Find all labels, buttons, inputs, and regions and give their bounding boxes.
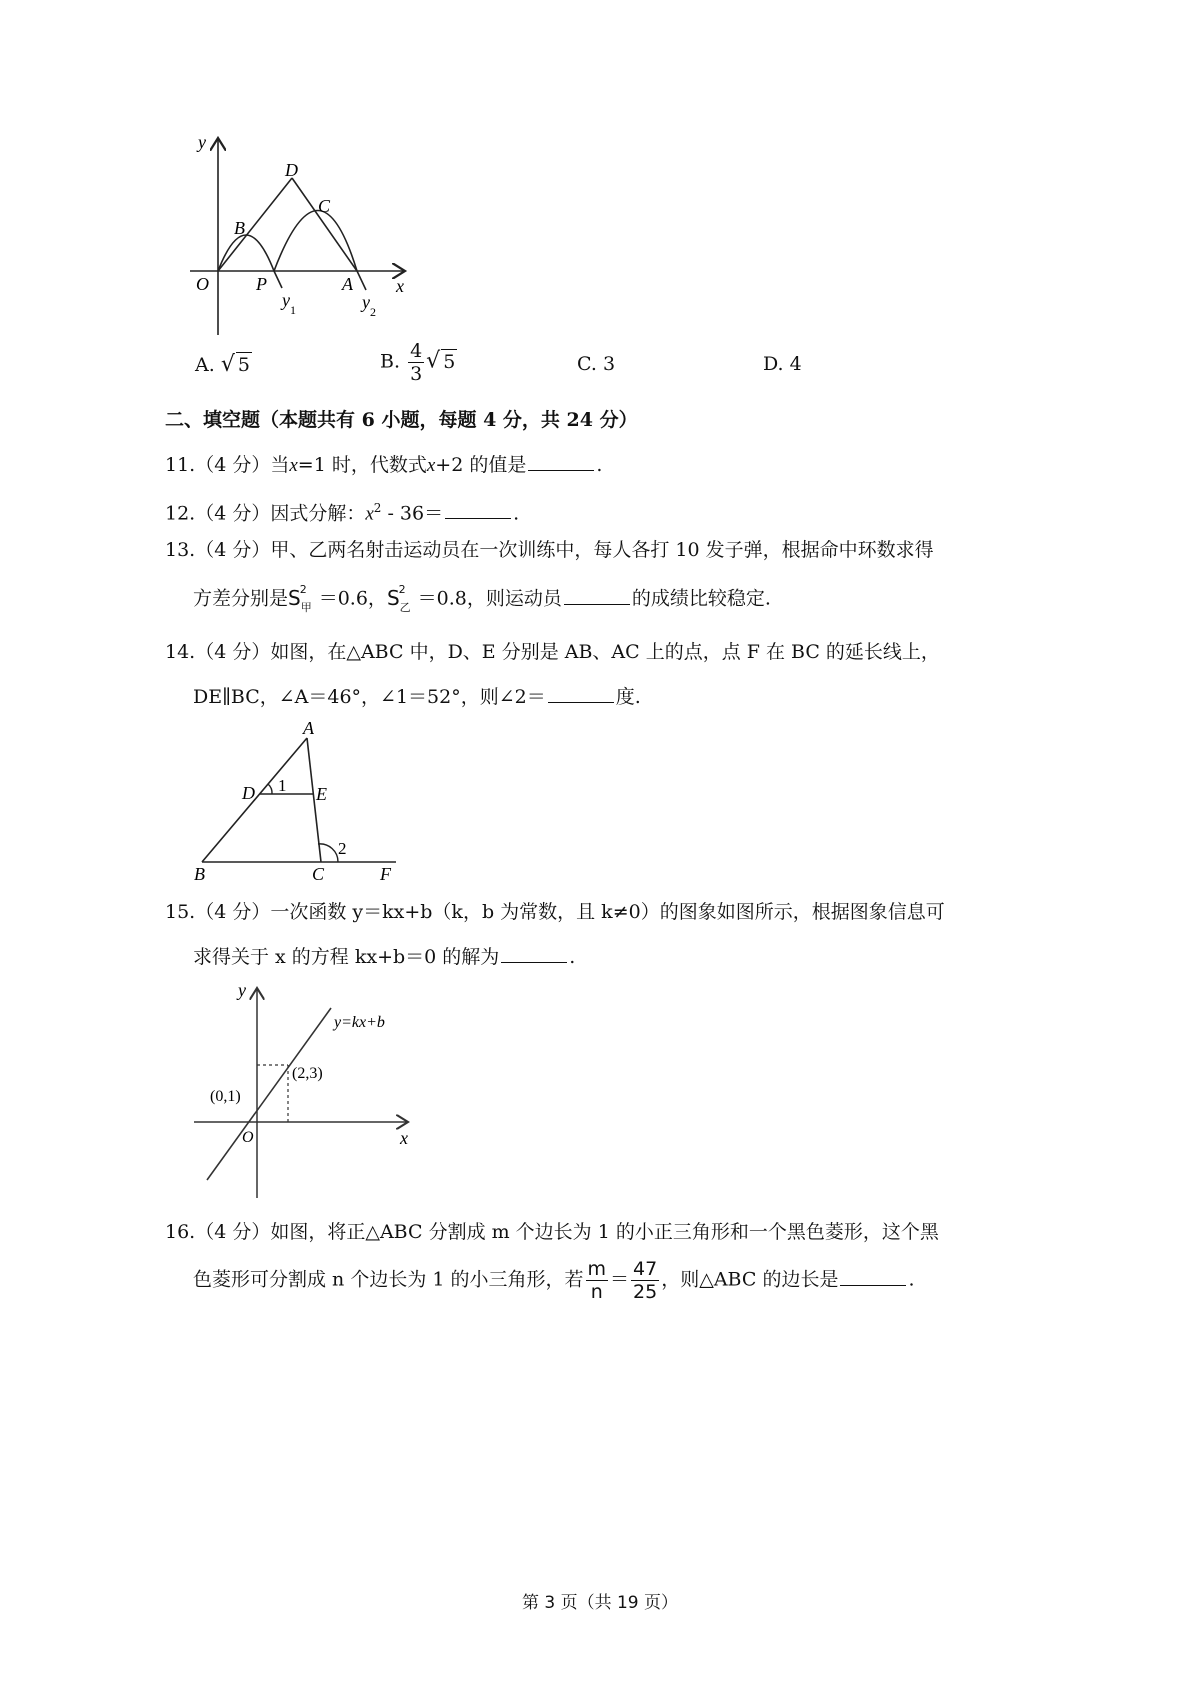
question-16-line1: 16.（4 分）如图，将正△ABC 分割成 m 个边长为 1 的小正三角形和一个黑色菱形，这个黑 bbox=[165, 1221, 939, 1243]
answer-blank[interactable] bbox=[548, 684, 614, 703]
label-y: y bbox=[198, 132, 206, 152]
fraction-47-25: $\frac{47}{25}$ bbox=[633, 1258, 658, 1303]
option-c: C. 3 bbox=[577, 353, 616, 375]
label-D: D bbox=[242, 783, 255, 803]
line-DA bbox=[292, 178, 357, 271]
answer-blank[interactable] bbox=[501, 944, 567, 963]
angle-1-arc bbox=[268, 784, 272, 794]
question-12: 12.（4 分）因式分解：$x^2 - 36=$ . bbox=[165, 501, 520, 525]
variance-s-jia: $S_甲^2$ bbox=[288, 583, 312, 614]
answer-blank[interactable] bbox=[564, 586, 630, 605]
figure-q15-linear-function bbox=[190, 980, 420, 1200]
figure-q10-parabolas bbox=[190, 130, 420, 345]
question-14-line1: 14.（4 分）如图，在△ABC 中，D、E 分别是 AB、AC 上的点，点 F 在 BC 的延长线上， bbox=[165, 641, 940, 663]
parabola-y1 bbox=[218, 235, 282, 288]
option-b: B. $\frac{4}{3}$ √ 5 bbox=[380, 340, 456, 385]
label-B: B bbox=[234, 218, 245, 238]
label-x: x bbox=[400, 1128, 408, 1148]
label-point-0-1: (0,1) bbox=[210, 1088, 241, 1105]
fraction-4-3: $\frac{4}{3}$ bbox=[410, 340, 423, 385]
variance-s-yi: $S_乙^2$ bbox=[386, 583, 411, 614]
label-A: A bbox=[342, 274, 353, 294]
label-x: x bbox=[396, 276, 404, 296]
question-13-line1: 13.（4 分）甲、乙两名射击运动员在一次训练中，每人各打 10 发子弹，根据命中环数求得 bbox=[165, 539, 934, 561]
fraction-m-n: $\frac{m}{n}$ bbox=[587, 1258, 607, 1303]
question-11: 11.（4 分）当x=1 时，代数式x+2 的值是 . bbox=[165, 454, 603, 476]
label-y1-sub: 1 bbox=[290, 303, 296, 317]
label-A: A bbox=[303, 720, 314, 738]
line-OD bbox=[218, 178, 292, 271]
label-y1: y bbox=[282, 290, 290, 310]
label-one: 1 bbox=[278, 776, 287, 795]
question-16-line2: 色菱形可分割成 n 个边长为 1 的小三角形，若 $\frac{m}{n}$ ＝ $\frac{47}{25}$ ，则△ABC 的边长是 . bbox=[193, 1258, 915, 1303]
sqrt-symbol: √ bbox=[426, 348, 441, 374]
label-D: D bbox=[285, 160, 298, 180]
label-O: O bbox=[196, 274, 209, 294]
question-15-line1: 15.（4 分）一次函数 y＝kx+b（k，b 为常数，且 k≠0）的图象如图所示，根据图象信息可 bbox=[165, 901, 945, 923]
section-title: 二、填空题（本题共有 6 小题，每题 4 分，共 24 分） bbox=[165, 409, 638, 431]
label-P: P bbox=[256, 274, 267, 294]
label-equation: y=kx+b bbox=[334, 1014, 385, 1031]
label-C: C bbox=[318, 196, 331, 216]
label-C: C bbox=[312, 864, 325, 884]
label-y2-sub: 2 bbox=[370, 305, 376, 319]
label-O: O bbox=[242, 1129, 254, 1146]
label-two: 2 bbox=[338, 839, 347, 858]
figure-q14-triangle bbox=[190, 720, 410, 885]
page-footer: 第 3 页（共 19 页） bbox=[521, 1593, 679, 1613]
option-a: A. √ 5 bbox=[195, 352, 250, 377]
answer-blank[interactable] bbox=[445, 500, 511, 519]
label-y2: y bbox=[362, 292, 370, 312]
answer-blank[interactable] bbox=[528, 452, 594, 471]
question-14-line2: DE∥BC，∠A＝46°，∠1＝52°，则∠2＝ 度. bbox=[193, 686, 641, 708]
label-point-2-3: (2,3) bbox=[292, 1065, 323, 1082]
answer-blank[interactable] bbox=[840, 1267, 906, 1286]
option-d: D. 4 bbox=[763, 353, 802, 375]
label-F: F bbox=[380, 864, 391, 884]
label-y: y bbox=[238, 980, 246, 1000]
sqrt-symbol: √ bbox=[220, 352, 235, 377]
label-B: B bbox=[194, 864, 205, 884]
question-13-line2: 方差分别是$S_甲^2 =0.6$，$S_乙^2 =0.8$，则运动员 的成绩比较稳定. bbox=[193, 583, 771, 614]
question-15-line2: 求得关于 x 的方程 kx+b＝0 的解为 . bbox=[193, 946, 576, 968]
label-E: E bbox=[316, 784, 327, 804]
